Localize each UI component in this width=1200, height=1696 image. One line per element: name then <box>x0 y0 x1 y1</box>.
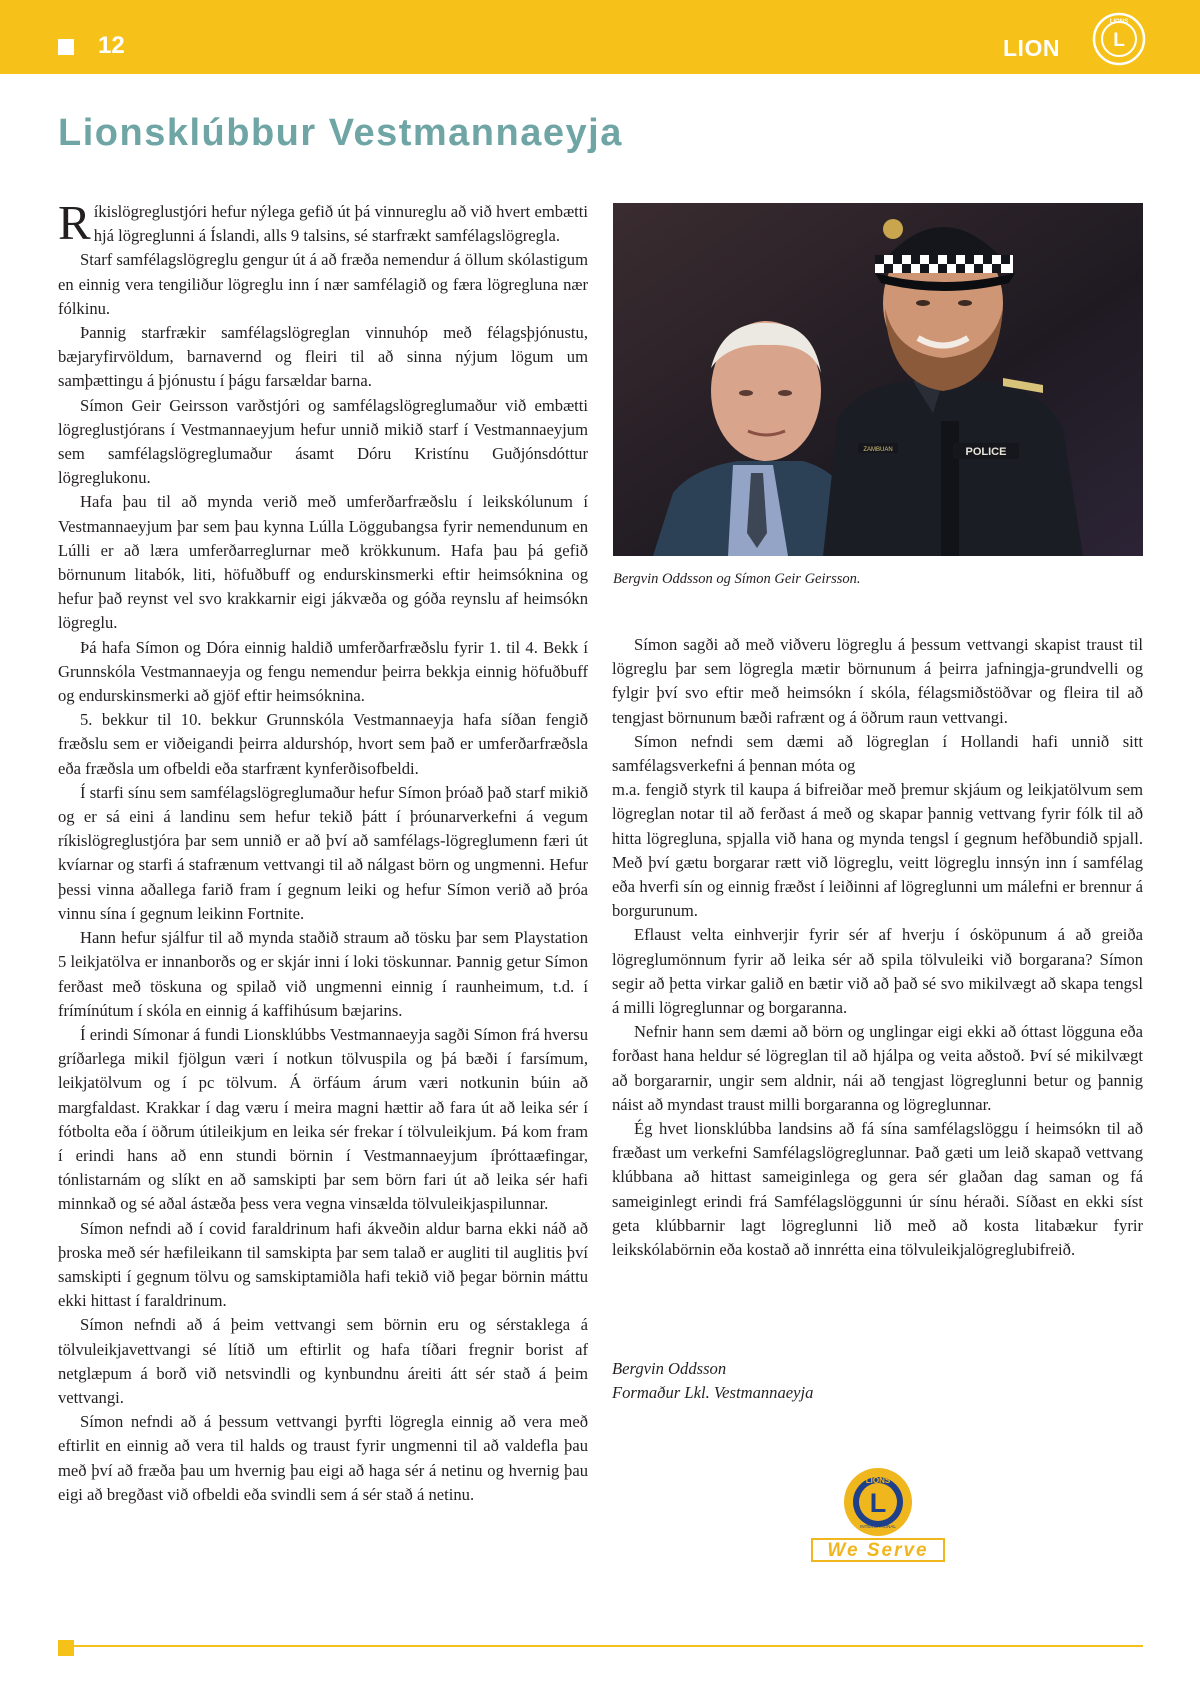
svg-text:LIONS: LIONS <box>1109 19 1129 25</box>
article-paragraph: Hann hefur sjálfur til að mynda staðið straum að tösku þar sem Playstation 5 leikjatölva er innanborðs og er skjár inni í loki töskunnar. Þannig getur Símon ferðast með töskuna og spilað við ungmenni einnig í raunheimum, t.d. í frímínútum í skóla en einnig á kaffihúsum bæjarins. <box>58 928 588 1020</box>
article-paragraph: Símon nefndi sem dæmi að lögreglan í Hollandi hafi unnið sitt samfélagsverkefni á þennan móta og <box>612 731 1143 776</box>
article-paragraph: Ríkislögreglustjóri hefur nýlega gefið út þá vinnureglu að við hvert embætti hjá lögreglunni á Íslandi, alls 9 talsins, sé starfrækt samfélagslögregla. <box>58 195 588 250</box>
article-paragraph: Starf samfélagslögreglu gengur út á að fræða nemendur á öllum skólastigum en einnig vera tengiliður lögreglu inn í nær samfélagið og færa lögregluna nær fólkinu. <box>58 250 588 318</box>
article-paragraph: m.a. fengið styrk til kaupa á bifreiðar með þremur skjáum og leikjatölvum sem lögreglan notar til að ferðast á með og skapar þannig vettvang fyrir fólk til að hitta lögregluna, spjalla við hana og mynda tengsl í gegnum hefðbundið spjall. Með því gætu borgarar rætt við lögreglu, veitt lögreglu innsýn inn í samfélag eða hverfi sín og einnig fræðst í leiðinni af lögreglunni um málefni er brennur á borgurunum. <box>612 780 1143 921</box>
svg-text:L: L <box>1113 30 1125 51</box>
lions-emblem-icon <box>1092 12 1146 66</box>
svg-text:POLICE: POLICE <box>965 446 1007 458</box>
article-right-column <box>612 633 1143 1262</box>
article-paragraph: Í erindi Símonar á fundi Lionsklúbbs Vestmannaeyja sagði Símon frá hversu gríðarlega mikil fjölgun væri í notkun tölvuspila og þá bæði í farsímum, leikjatölvum og í pc tölvum. Á örfáum árum væri notkunin búin að margfaldast. Krakkar í dag væru í meira magni hættir að fara út að leika sér í fótbolta eða í öðrum útileikjum en leika sér frekar í tölvuleikjum. Þá kom fram í erindi hans að enn stundi börnin í Vestmannaeyjum íþróttaæfingar, tónlistarnám og slíkt en að samskipti þar sem börn fari út að leika sér hafi minnkað og sé aðal ástæða þess vera vegna vinsælda tölvuleikjaspilunnar. <box>58 1024 588 1214</box>
svg-text:We Serve: We Serve <box>827 1540 929 1561</box>
svg-text:L: L <box>869 1488 887 1518</box>
article-paragraph: Eflaust velta einhverjir fyrir sér af hverju í ósköpunum á að greiða lögreglumönnum fyrir að leika sér að spila tölvuleiki við borgarana? Símon segir að þetta virkar galið en bætir við að það sé svo mikilvægt að skapa tengsl á milli lögreglunnar og borgaranna. <box>612 925 1143 1018</box>
article-left-column <box>58 195 588 1507</box>
article-paragraph: Símon nefndi að í covid faraldrinum hafi ákveðin aldur barna ekki náð að þroska með sér hæfileikann til samskipta þar sem talað er augliti til auglitis því samskipti í gegnum tölvu og samskiptamiðla hafi tekið við þegar börnin máttu ekki hittast í faraldrinum. <box>58 1218 588 1311</box>
page-number: 12 <box>98 32 125 59</box>
author-signature <box>612 1357 813 1405</box>
author-role: Formaður Lkl. Vestmannaeyja <box>612 1383 814 1402</box>
article-paragraph: Símon sagði að með viðveru lögreglu á þessum vettvangi skapist traust til lögreglu þar sem lögregla mætir börnunum á þeirra jafningja-grundvelli og fylgir því svo eftir með heimsókn í skóla, félagsmiðstöðvar og fleira til að tengjast börnunum bæði rafrænt og á öðrum raun vettvangi. <box>612 635 1143 727</box>
footer-rule <box>58 1645 1143 1647</box>
magazine-name: LION <box>1003 35 1060 61</box>
article-paragraph: Símon nefndi að á þeim vettvangi sem börnin eru og sérstaklega á tölvuleikjavettvangi sé lítið um eftirlit og hafa tíðari fregnir borist af netglæpum á borð við netsvindli og kynbundnu áreiti átt sér stað á þeim vettvangi. <box>58 1315 588 1407</box>
drop-cap: R <box>58 195 91 250</box>
article-photo <box>613 203 1143 556</box>
article-paragraph: Hafa þau til að mynda verið með umferðarfræðslu í leikskólunum í Vestmannaeyjum þar sem þau kynna Lúlla Löggubangsa fyrir nemendunum en Lúlli er að læra umferðarreglurnar með krökkunum. Hafa þau þá gefið börnunum litabók, liti, höfuðbuff og endurskinsmerki eftir heimsóknina og hefur það reynst vel svo krakkarnir eigi jákvæða og góða reynslu af heimsókn lögreglu. <box>58 492 588 633</box>
svg-text:LIONS: LIONS <box>865 1476 891 1485</box>
svg-text:INTERNATIONAL: INTERNATIONAL <box>860 1524 896 1529</box>
lions-we-serve-logo <box>808 1466 948 1564</box>
article-title: Lionsklúbbur Vestmannaeyja <box>58 112 623 154</box>
photo-caption: Bergvin Oddsson og Símon Geir Geirsson. <box>613 571 861 587</box>
article-paragraph: Símon Geir Geirsson varðstjóri og samfélagslögreglumaður við embætti lögreglustjórans í Vestmannaeyjum hefur unnið mikið starf í Vestmannaeyjum sem samfélagslögreglumaður ásamt Dóru Kristínu Guðjónsdóttur lögreglukonu. <box>58 395 588 488</box>
author-name: Bergvin Oddsson <box>612 1359 727 1378</box>
article-paragraph: Símon nefndi að á þessum vettvangi þyrfti lögregla einnig að vera með eftirlit en einnig að vera til halds og traust fyrir ungmenni til að valdefla þau með því að fræða þau um hvernig þau eigi að haga sér á netinu og hvernig þau eigi að bregðast við ofbeldi eða svindli sem á sér stað á netinu. <box>58 1412 588 1504</box>
article-paragraph: Þannig starfrækir samfélagslögreglan vinnuhóp með félagsþjónustu, bæjaryfirvöldum, barnavernd og fleiri til að sinna nýjum lögum um samþættingu á þjónustu í þágu farsældar barna. <box>58 323 588 391</box>
footer-square-marker <box>58 1640 74 1656</box>
svg-text:ZAMBUAN: ZAMBUAN <box>863 447 893 453</box>
article-paragraph: Ég hvet lionsklúbba landsins að fá sína samfélagslöggu í heimsókn til að fræðast um verkefni Samfélagslögreglunnar. Það gæti um leið skapað vettvang klúbbana að hittast sameiginlega og gera sér glaðan dag saman og fá sameiginlegt erindi frá Samfélagslöggunni úr sínu héraði. Síðast en ekki síst geta klúbbarnir lagt lögreglunni lið með að kosta litabækur fyrir leikskólabörnin eða kostað að innrétta eina tölvuleikjalögreglubifreið. <box>612 1119 1143 1260</box>
article-paragraph: Í starfi sínu sem samfélagslögreglumaður hefur Símon þróað það starf mikið og er sá eini á landinu sem hefur tekið þátt í þróunarverkefni á vegum ríkislögreglustjóra þar sem unnið er að því að samfélags-lögreglumenn færi út kvíarnar og starfi á stafrænum vettvangi til að nálgast börn og ungmenni. Hefur þessi vinna aðallega farið fram í gegnum leiki og hefur Símon verið að þróa vinnu sína í gegnum leikinn Fortnite. <box>58 782 588 923</box>
article-paragraph: Þá hafa Símon og Dóra einnig haldið umferðarfræðslu fyrir 1. til 4. Bekk í Grunnskóla Vestmannaeyja og fengu nemendur þeirra bekkja einnig höfuðbuff og endurskinsmerki að gjöf eftir heimsóknina. <box>58 637 588 706</box>
header-square-marker <box>58 39 74 55</box>
article-paragraph: 5. bekkur til 10. bekkur Grunnskóla Vestmannaeyja hafa síðan fengið fræðslu sem er viðeigandi þeirra aldurshóp, hvort sem það er umferðarfræðsla eða fræðsla um ofbeldi eða starfrænt kynferðisofbeldi. <box>58 710 588 778</box>
article-paragraph: Nefnir hann sem dæmi að börn og unglingar eigi ekki að óttast lögguna eða forðast hana heldur sé lögreglan til að hjálpa og veita aðstoð. Því sé mikilvægt að borgararnir, ungir sem aldnir, nái að tengjast lögreglunni betur og þannig náist að myndast traust milli borgaranna og lögreglunnar. <box>612 1022 1143 1114</box>
